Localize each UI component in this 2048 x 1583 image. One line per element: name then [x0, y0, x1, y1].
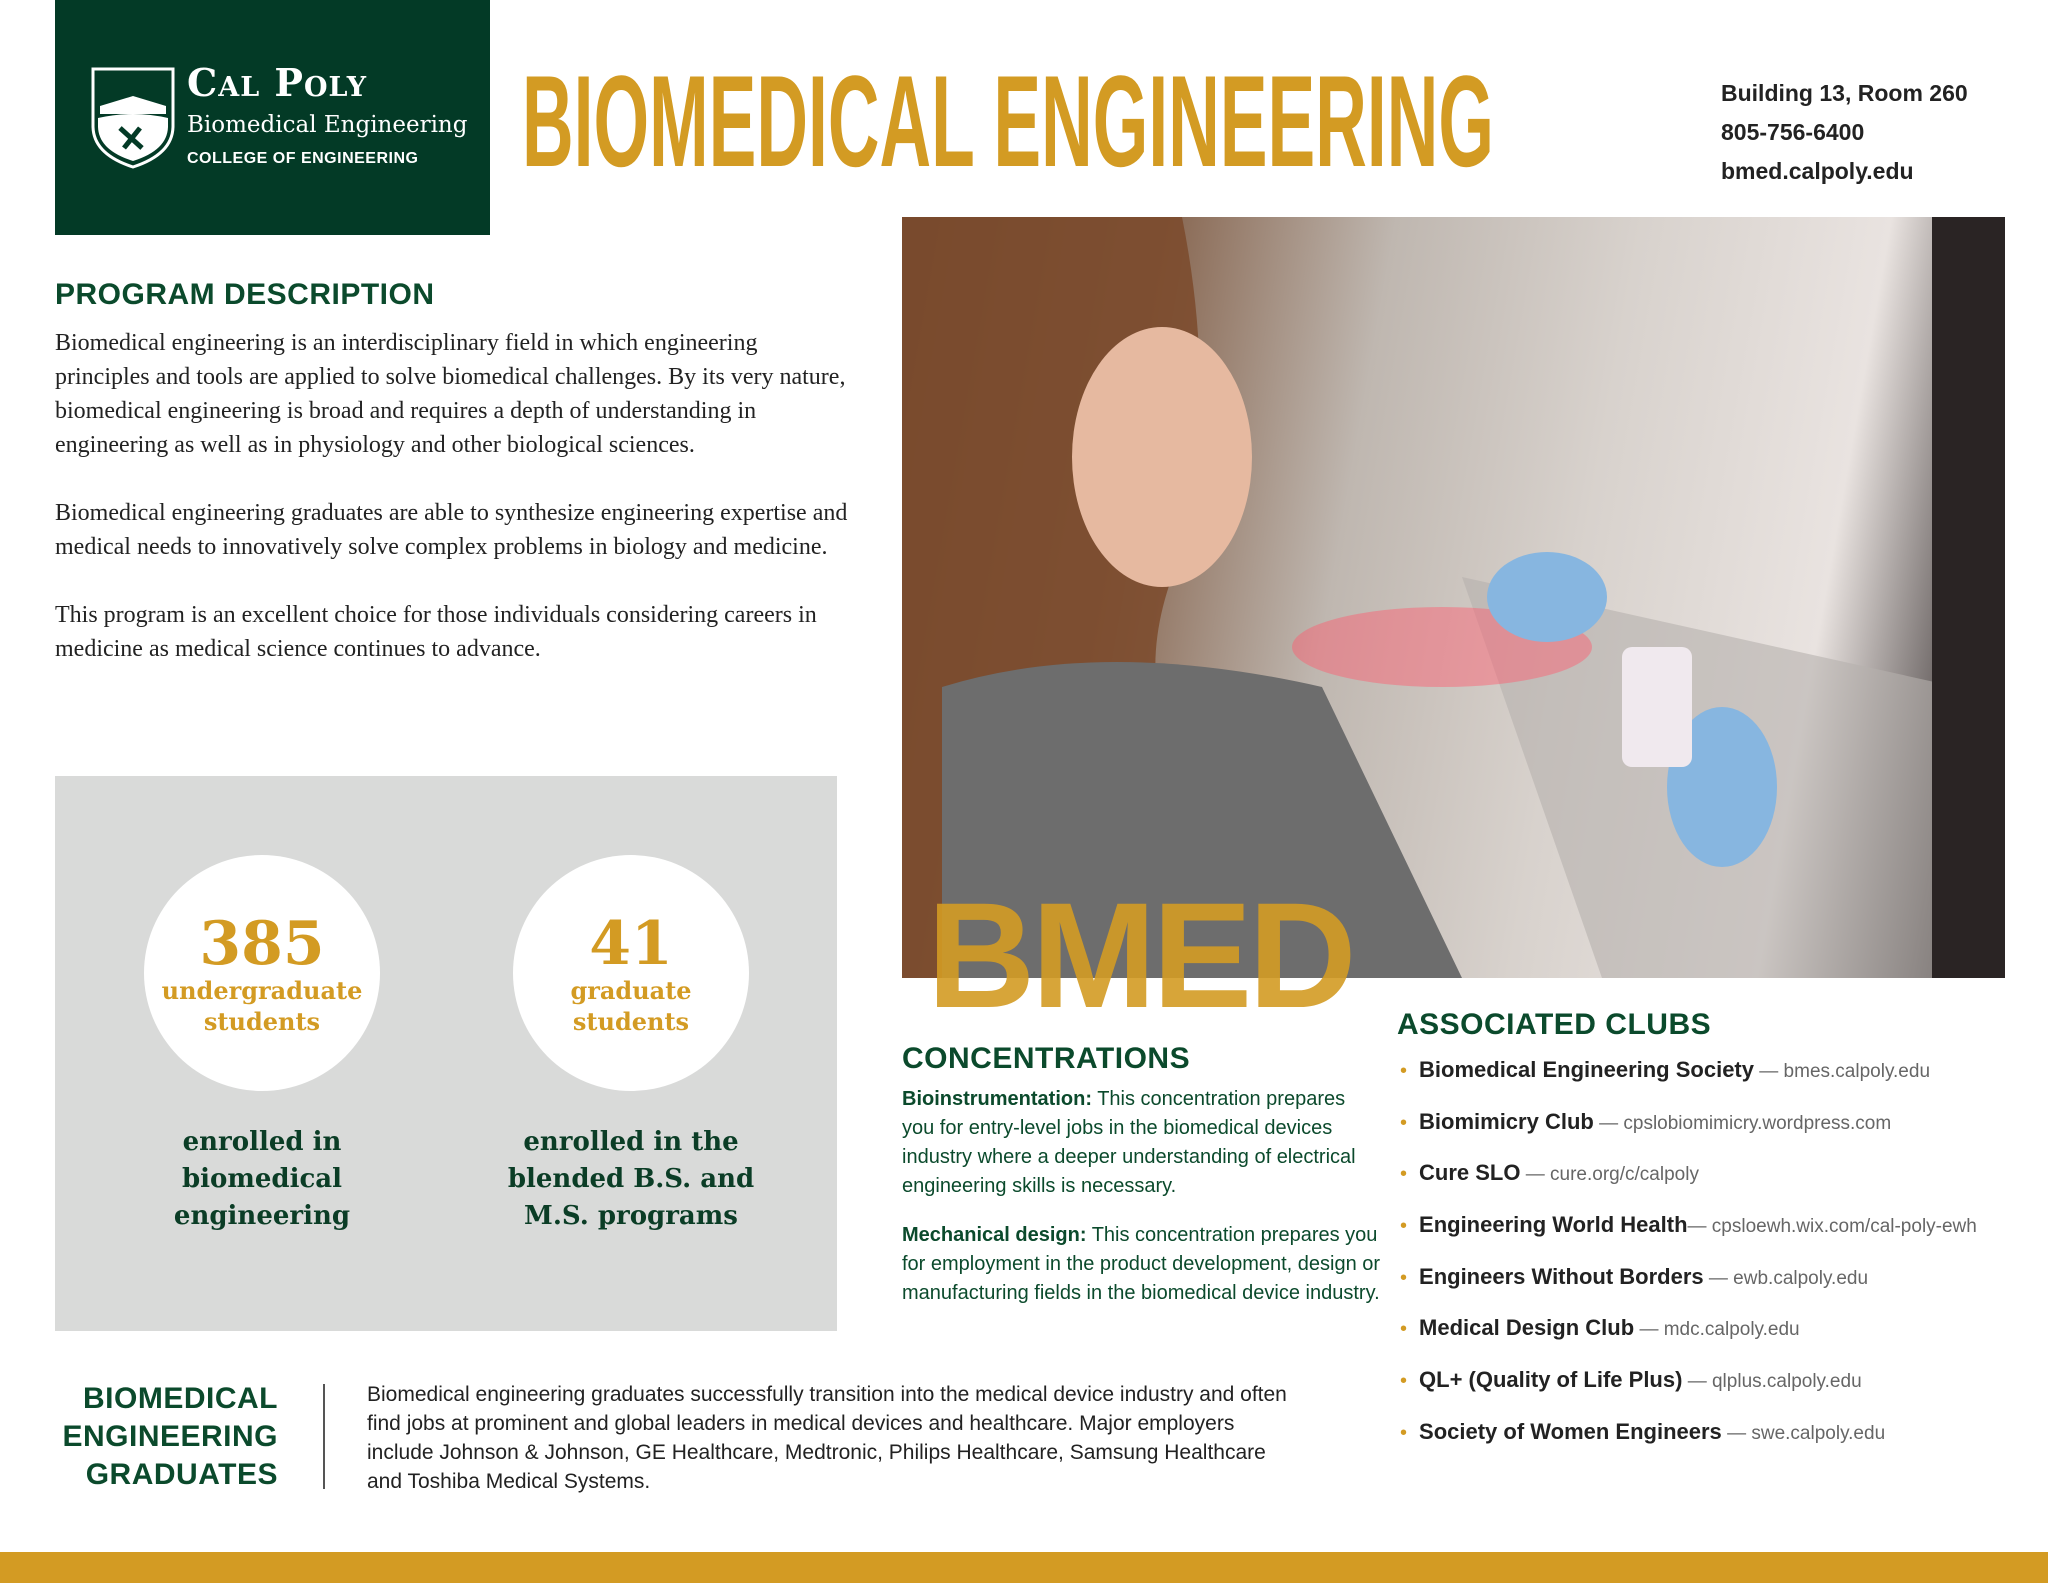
stat-number: 385	[199, 909, 325, 979]
stat-number: 41	[589, 909, 673, 979]
stat-label: undergraduate	[161, 976, 363, 1005]
stat-label: students	[572, 1007, 690, 1036]
club-name: Engineers Without Borders	[1419, 1263, 1704, 1289]
footer-bar	[0, 1552, 2048, 1583]
concentration-item	[902, 1085, 1382, 1201]
club-url[interactable]: — qlplus.calpoly.edu	[1682, 1371, 1862, 1393]
heading-line: ENGINEERING	[62, 1420, 278, 1453]
concentrations-list	[902, 1085, 1382, 1328]
bullet-icon: •	[1400, 1370, 1408, 1393]
bullet-icon: •	[1400, 1060, 1408, 1082]
paragraph: This program is an excellent choice for those individuals considering careers in medicine as medical science continues to advance.	[55, 602, 817, 662]
list-item	[1400, 1057, 1977, 1109]
stat-label: students	[203, 1007, 321, 1036]
list-item	[1400, 1212, 1977, 1264]
stat-caption: enrolled in biomedical engineering	[173, 1127, 351, 1231]
shield-icon	[90, 66, 176, 170]
divider	[323, 1384, 325, 1489]
concentration-name: Bioinstrumentation:	[902, 1088, 1092, 1110]
list-item	[1400, 1315, 1977, 1367]
list-item	[1400, 1160, 1977, 1212]
concentration-text: This concentration prepares you for entry-level jobs in the biomedical devices industry where a deeper understanding of electrical engineering skills is necessary.	[902, 1088, 1356, 1197]
club-url[interactable]: — swe.calpoly.edu	[1721, 1422, 1886, 1444]
college-name: COLLEGE OF ENGINEERING	[187, 150, 419, 167]
bullet-icon: •	[1400, 1111, 1408, 1134]
address: Building 13, Room 260	[1721, 80, 1968, 106]
bullet-icon: •	[1400, 1266, 1408, 1289]
club-url[interactable]: — mdc.calpoly.edu	[1634, 1319, 1800, 1341]
list-item	[1400, 1109, 1977, 1161]
bmed-overlay-text: BMED	[927, 871, 1353, 1039]
phone: 805-756-6400	[1721, 119, 1865, 145]
club-name: Society of Women Engineers	[1419, 1418, 1722, 1444]
concentration-name: Mechanical design:	[902, 1224, 1087, 1246]
paragraph: Biomedical engineering is an interdisciplinary field in which engineering principles and tools are applied to solve biomedical challenges. By its very nature, biomedical engineering is broad and requires a depth of understanding in engineering as well as in physiology and other biological sciences.	[55, 330, 846, 458]
undergrad-stat-circle	[144, 855, 380, 1091]
club-name: Engineering World Health	[1419, 1212, 1688, 1238]
page-title: BIOMEDICAL ENGINEERING	[522, 48, 1494, 194]
department-name: Biomedical Engineering	[187, 112, 468, 138]
student-in-lab-illustration	[902, 217, 2005, 978]
paragraph: Biomedical engineering graduates are able to synthesize engineering expertise and medical needs to innovatively solve complex problems in biology and medicine.	[55, 500, 848, 560]
clubs-heading: ASSOCIATED CLUBS	[1397, 1008, 1712, 1041]
enrollment-stats-panel	[55, 776, 837, 1331]
club-name: Cure SLO	[1419, 1160, 1521, 1186]
list-item	[1400, 1264, 1977, 1316]
bullet-icon: •	[1400, 1318, 1408, 1341]
list-item	[1400, 1419, 1977, 1471]
website-link[interactable]: bmed.calpoly.edu	[1721, 158, 1914, 184]
graduates-text: Biomedical engineering graduates successfully transition into the medical device industry and often find jobs at prominent and global leaders in medical devices and healthcare. Major employers include Johnson & Johnson, GE Healthcare, Medtronic, Philips Healthcare, Samsung Healthcare and Toshiba Medical Systems.	[367, 1383, 1287, 1493]
heading-line: BIOMEDICAL	[83, 1382, 278, 1415]
club-name: Medical Design Club	[1419, 1315, 1635, 1341]
graduates-heading	[60, 1380, 278, 1494]
club-name: Biomimicry Club	[1419, 1108, 1594, 1134]
grad-stat-circle	[513, 855, 749, 1091]
university-name: Cal Poly	[187, 60, 368, 105]
program-description	[55, 326, 855, 700]
heading-line: GRADUATES	[85, 1458, 278, 1491]
concentrations-heading: CONCENTRATIONS	[902, 1042, 1191, 1075]
cal-poly-logo	[55, 0, 490, 235]
concentration-item	[902, 1221, 1382, 1308]
stat-label: graduate	[570, 976, 692, 1005]
club-url[interactable]: — cpslobiomimicry.wordpress.com	[1593, 1112, 1892, 1134]
lab-photo	[902, 217, 2005, 978]
club-url[interactable]: — cure.org/c/calpoly	[1520, 1164, 1699, 1186]
program-description-heading: PROGRAM DESCRIPTION	[55, 278, 435, 311]
club-url[interactable]: — cpsloewh.wix.com/cal-poly-ewh	[1687, 1216, 1977, 1238]
contact-info	[1721, 74, 1968, 191]
bullet-icon: •	[1400, 1421, 1408, 1444]
clubs-list	[1400, 1057, 1977, 1471]
stat-caption: enrolled in the blended B.S. and M.S. programs	[507, 1127, 755, 1231]
club-url[interactable]: — ewb.calpoly.edu	[1703, 1267, 1869, 1289]
list-item	[1400, 1367, 1977, 1419]
bullet-icon: •	[1400, 1215, 1408, 1238]
club-name: Biomedical Engineering Society	[1419, 1057, 1754, 1082]
club-url[interactable]: — bmes.calpoly.edu	[1754, 1061, 1931, 1082]
bullet-icon: •	[1400, 1163, 1408, 1186]
concentration-text: This concentration prepares you for employment in the product development, design or manufacturing fields in the biomedical device industry.	[902, 1224, 1381, 1304]
club-name: QL+ (Quality of Life Plus)	[1419, 1367, 1683, 1393]
